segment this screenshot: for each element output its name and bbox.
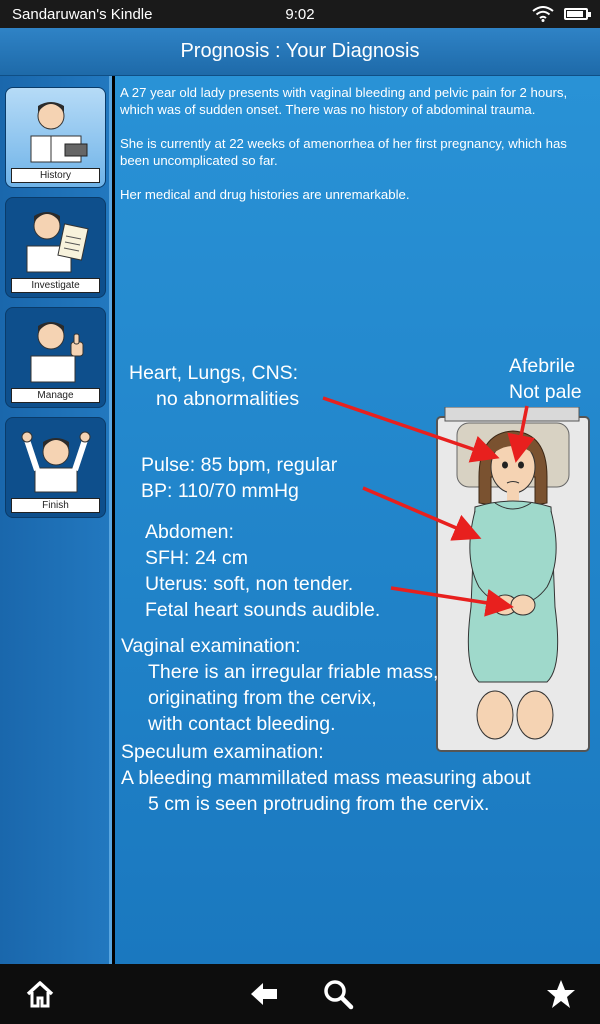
status-bar [0,0,600,28]
home-icon[interactable] [24,978,56,1010]
case-paragraph: She is currently at 22 weeks of amenorrhea of her first pregnancy, which has been uncomplicated so far. [120,136,567,168]
exam-general-title: Heart, Lungs, CNS: [129,362,299,384]
arrow-general [323,398,493,456]
exam-not-pale: Not pale [509,381,582,403]
exam-fetal: Fetal heart sounds audible. [145,599,381,621]
exam-vaginal-line: There is an irregular friable mass, [148,661,439,683]
sidebar [0,76,112,964]
exam-uterus: Uterus: soft, non tender. [145,573,354,595]
sidebar-item-label: History [11,168,100,183]
sidebar-item-label: Finish [11,498,100,513]
battery-icon [564,8,588,20]
sidebar-item-history[interactable] [5,87,106,188]
status-time: 9:02 [285,5,315,23]
bottom-nav-bar [0,964,600,1024]
sidebar-item-finish[interactable] [5,417,106,518]
sidebar-item-label: Investigate [11,278,100,293]
device-name: Sandaruwan's Kindle [12,5,153,23]
exam-vaginal-line: with contact bleeding. [148,713,336,735]
exam-sfh: SFH: 24 cm [145,547,248,569]
exam-speculum-line: 5 cm is seen protruding from the cervix. [148,793,490,815]
page-title-bar [0,28,600,76]
sidebar-item-investigate[interactable] [5,197,106,298]
sidebar-item-manage[interactable] [5,307,106,408]
exam-vaginal-line: originating from the cervix, [148,687,377,709]
doctor-thumbs-up-icon [21,314,91,384]
back-arrow-icon[interactable] [248,978,280,1010]
doctor-clipboard-icon [21,204,91,274]
star-icon[interactable] [545,978,577,1010]
wifi-icon [532,6,554,22]
exam-speculum-title: Speculum examination: [121,741,324,763]
arrow-abdomen [391,588,507,606]
exam-vaginal-title: Vaginal examination: [121,635,301,657]
search-icon[interactable] [322,978,354,1010]
exam-abdomen-title: Abdomen: [145,521,234,543]
doctor-writing-icon [21,94,91,164]
arrow-face [517,406,527,456]
page-title: Prognosis : Your Diagnosis [180,40,420,62]
exam-afebrile: Afebrile [509,355,576,377]
case-paragraph: A 27 year old lady presents with vaginal bleeding and pelvic pain for 2 hours, which was of sudden onset. There was no history of abdominal trauma. [120,85,568,117]
doctor-cheering-icon [21,424,91,494]
main-content [115,76,600,964]
arrow-pulse [363,488,475,536]
exam-general-finding: no abnormalities [156,388,300,410]
exam-pulse: Pulse: 85 bpm, regular [141,454,338,476]
sidebar-item-label: Manage [11,388,100,403]
exam-speculum-line: A bleeding mammillated mass measuring about [121,767,531,789]
case-paragraph: Her medical and drug histories are unremarkable. [120,187,410,202]
exam-bp: BP: 110/70 mmHg [141,480,299,502]
